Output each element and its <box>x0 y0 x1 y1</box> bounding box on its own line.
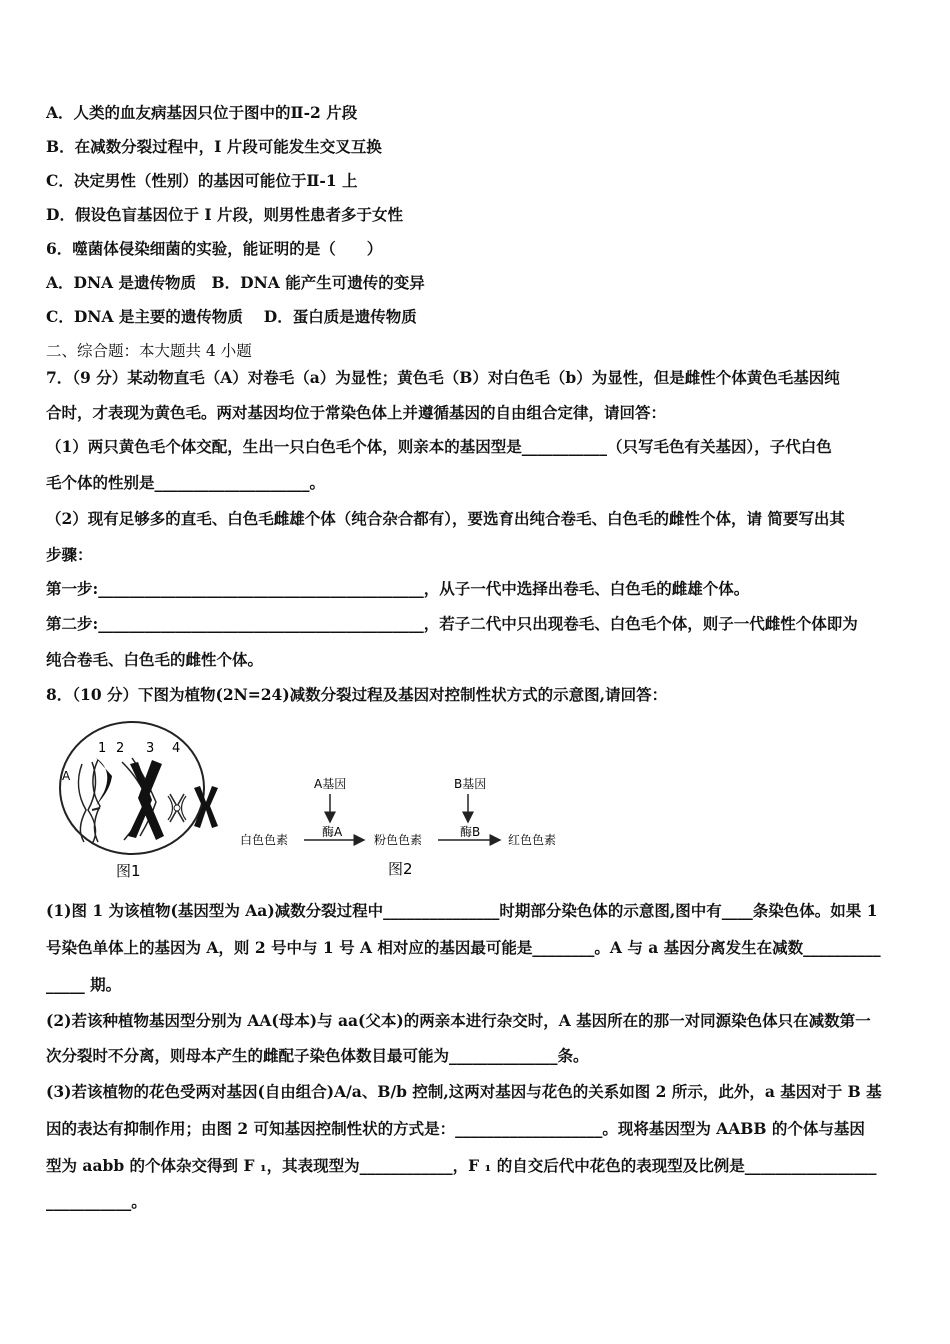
chromosome-small-white <box>168 794 186 822</box>
chromosome-3-4 <box>122 758 164 840</box>
q6-options-row2: C．DNA 是主要的遗传物质 D．蛋白质是遗传物质 <box>46 307 417 326</box>
pigment-white-label: 白色色素 <box>240 833 289 847</box>
q8-part3-line4: ___________。 <box>46 1192 147 1211</box>
chromatid-number-3: 3 <box>146 741 155 756</box>
q6-stem: 6．噬菌体侵染细菌的实验，能证明的是（ ） <box>46 239 383 258</box>
q6-options-row1: A．DNA 是遗传物质 B．DNA 能产生可遗传的变异 <box>46 273 425 292</box>
enzyme-a-label: 酶A <box>322 825 343 839</box>
q5-option-a: A．人类的血友病基因只位于图中的Ⅱ-2 片段 <box>46 103 358 122</box>
chromatid-number-2: 2 <box>116 741 125 756</box>
q8-figure-svg <box>52 718 592 888</box>
gene-a-label: A基因 <box>314 777 347 791</box>
pigment-pink-label: 粉色色素 <box>374 833 423 847</box>
q8-part2-line1: (2)若该种植物基因型分别为 AA(母本)与 aa(父本)的两亲本进行杂交时，A 基因所在的那一对同源染色体只在减数第一 <box>46 1011 871 1030</box>
chromatid-number-1: 1 <box>98 741 107 756</box>
q7-step1: 第一步:__________________________________________，从子一代中选择出卷毛、白色毛的雌雄个体。 <box>46 579 750 598</box>
figure1-caption: 图1 <box>116 862 141 880</box>
q8-part3-line2: 因的表达有抑制作用；由图 2 可知基因控制性状的方式是：___________________。现将基因型为 AABB 的个体与基因 <box>46 1119 865 1138</box>
enzyme-b-label: 酶B <box>460 825 481 839</box>
chromosome-1-2 <box>79 758 112 844</box>
q5-option-b: B．在减数分裂过程中，I 片段可能发生交叉互换 <box>46 137 382 156</box>
pigment-red-label: 红色色素 <box>508 833 557 847</box>
q8-part1-line3: _____ 期。 <box>46 975 122 994</box>
figure2-caption: 图2 <box>388 860 413 878</box>
q8-part3-line3: 型为 aabb 的个体杂交得到 F ₁，其表现型为____________，F ₁ 的自交后代中花色的表现型及比例是_________________ <box>46 1156 877 1175</box>
q7-part1-line2: 毛个体的性别是____________________。 <box>46 473 326 492</box>
q7-step2-cont: 纯合卷毛、白色毛的雌性个体。 <box>46 650 264 669</box>
q7-part1-line1: （1）两只黄色毛个体交配，生出一只白色毛个体，则亲本的基因型是___________（只写毛色有关基因），子代白色 <box>46 437 832 456</box>
gene-b-label: B基因 <box>454 777 487 791</box>
q7-part2-line1: （2）现有足够多的直毛、白色毛雌雄个体（纯合杂合都有），要选育出纯合卷毛、白色毛的雌性个体，请 简要写出其 <box>46 509 845 528</box>
section-heading: 二、综合题：本大题共 4 小题 <box>46 342 252 360</box>
q5-option-c: C．决定男性（性别）的基因可能位于Ⅱ-1 上 <box>46 171 358 190</box>
q8-part1-line1: (1)图 1 为该植物(基因型为 Aa)减数分裂过程中_______________时期部分染色体的示意图,图中有____条染色体。如果 1 <box>46 901 878 920</box>
chromatid-number-4: 4 <box>172 741 181 756</box>
q8-part3-line1: (3)若该植物的花色受两对基因(自由组合)A/a、B/b 控制,这两对基因与花色的关系如图 2 所示，此外，a 基因对于 B 基 <box>46 1082 882 1101</box>
q7-stem-line1: 7．（9 分）某动物直毛（A）对卷毛（a）为显性；黄色毛（B）对白色毛（b）为显性，但是雌性个体黄色毛基因纯 <box>46 368 840 387</box>
q8-figures <box>52 718 592 888</box>
figure1-cell <box>60 722 218 880</box>
q5-option-d: D．假设色盲基因位于 I 片段，则男性患者多于女性 <box>46 205 403 224</box>
q7-part2-line2: 步骤： <box>46 545 93 564</box>
figure2-pathway <box>240 777 556 878</box>
q8-part2-line2: 次分裂时不分离，则母本产生的雌配子染色体数目最可能为______________条。 <box>46 1046 589 1065</box>
q7-step2: 第二步:__________________________________________，若子二代中只出现卷毛、白色毛个体，则子一代雌性个体即为 <box>46 614 858 633</box>
q8-stem: 8．（10 分）下图为植物(2N=24)减数分裂过程及基因对控制性状方式的示意图,请回答： <box>46 685 668 704</box>
q7-stem-line2: 合时，才表现为黄色毛。两对基因均位于常染色体上并遵循基因的自由组合定律，请回答： <box>46 403 667 422</box>
gene-label-a: A <box>62 769 71 783</box>
chromosome-small-black <box>194 786 218 828</box>
q8-part1-line2: 号染色单体上的基因为 A，则 2 号中与 1 号 A 相对应的基因最可能是________。A 与 a 基因分离发生在减数__________ <box>46 938 881 957</box>
